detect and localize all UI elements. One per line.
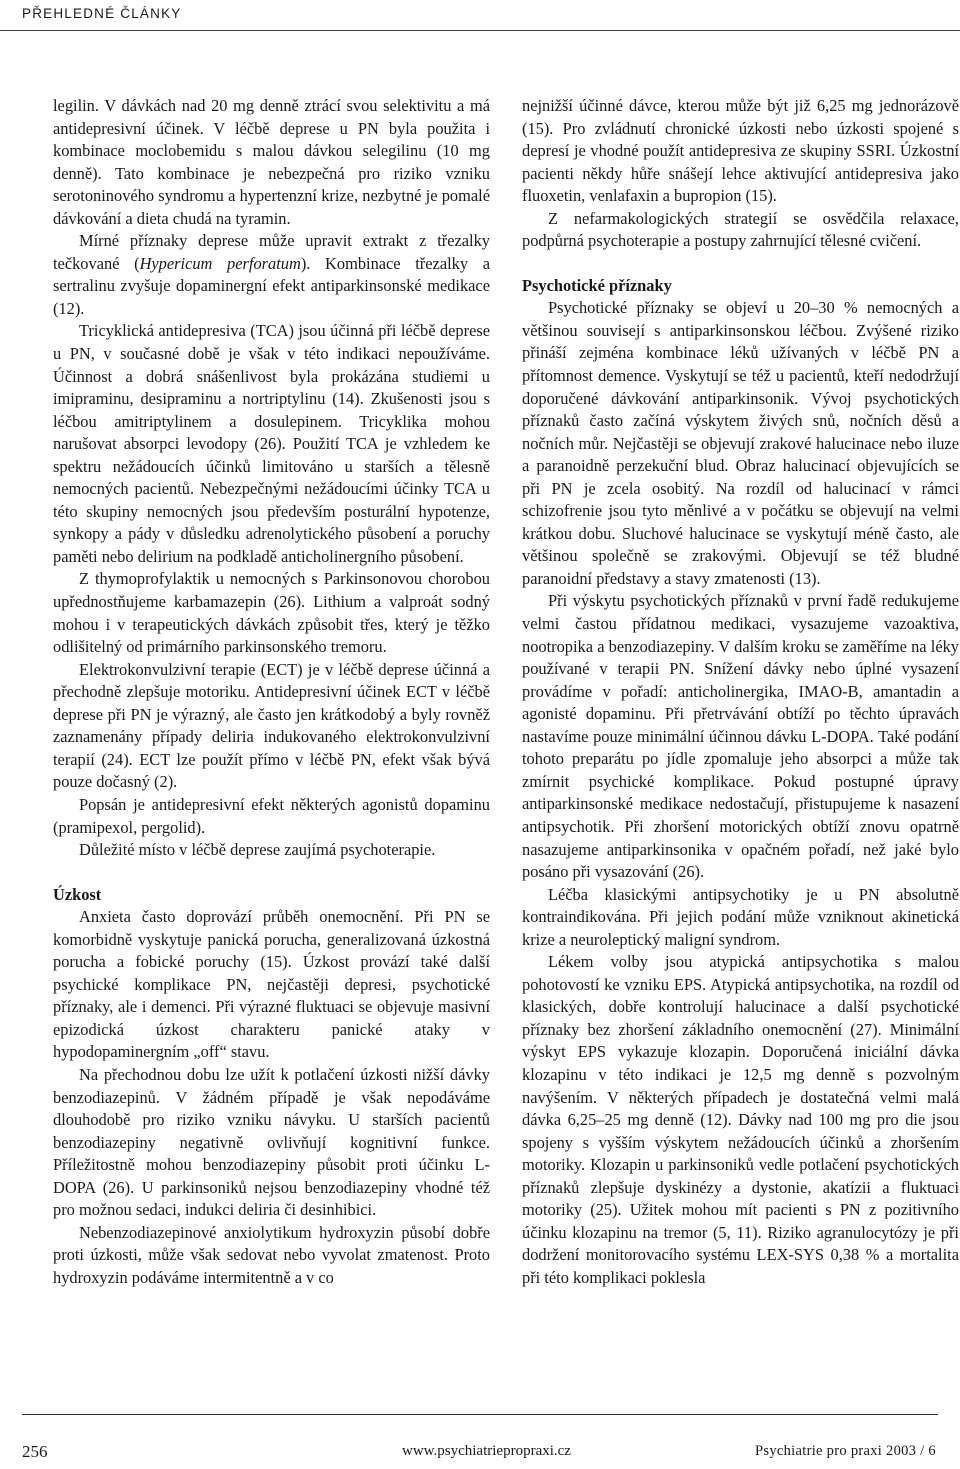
paragraph: Popsán je antidepresivní efekt některých agonistů dopaminu (pramipexol, pergolid).: [53, 794, 490, 837]
paragraph: Léčba klasickými antipsychotiky je u PN absolutně kontraindikována. Při jejich podání může vzniknout akinetická krize a neuroleptický maligní syndrom.: [522, 884, 959, 949]
section-heading-anxiety: Úzkost: [53, 884, 102, 904]
journal-issue: Psychiatrie pro praxi 2003 / 6: [755, 1443, 936, 1459]
paragraph: nejnižší účinné dávce, kterou může být již 6,25 mg jednorázově (15). Pro zvládnutí chronické úzkosti nebo úzkosti spojené s depresí je vhodné použít antidepresiva ze skupiny SSRI. Úzkostní pacienti někdy hůře snášejí lehce aktivující antidepresiva jako fluoxetin, venlafaxin a bupropion (15).: [522, 96, 959, 206]
paragraph: [53, 230, 490, 320]
website-link[interactable]: www.psychiatriepropraxi.cz: [402, 1443, 571, 1459]
footer-divider: [22, 1414, 938, 1415]
paragraph: legilin. V dávkách nad 20 mg denně ztrácí svou selektivitu a má antidepresivní účinek. V léčbě deprese u PN byla použita i kombinace moclobemidu s malou dávkou selegilinu (10 mg denně). Tato kombinace je nebezpečná pro riziko vzniku serotoninového syndromu a hypertenzní krize, nezbytné je pomalé dávkování a dieta chudá na tyramin.: [53, 96, 490, 228]
running-header: [0, 0, 960, 31]
paragraph: Z nefarmakologických strategií se osvědčila relaxace, podpůrná psychoterapie a postupy zahrnující tělesné cvičení.: [522, 208, 959, 251]
italic-term: Hypericum perforatum: [139, 253, 301, 273]
left-column: [53, 95, 490, 1289]
section-label: PŘEHLEDNÉ ČLÁNKY: [22, 6, 182, 21]
paragraph: Na přechodnou dobu lze užít k potlačení úzkosti nižší dávky benzodiazepinů. V žádném případě je však nepodáváme dlouhodobě pro riziko vzniku návyku. U starších pacientů benzodiazepiny negativně ovlivňují kognitivní funkce. Příležitostně mohou benzodiazepiny působit proti účinku L-DOPA (26). U parkinsoniků nejsou benzodiazepiny vhodné též pro možnou sedaci, indukci deliria či desinhibici.: [53, 1064, 490, 1220]
text-run: Mírné příznaky deprese může upravit extrakt z třezalky tečkované (: [53, 231, 490, 273]
paragraph: Tricyklická antidepresiva (TCA) jsou účinná při léčbě deprese u PN, v současné době je však v této indikaci nepoužíváme. Účinnost a dobrá snášenlivost byla prokázána studiemi u imipraminu, desipraminu a nortriptylinu (14). Zkušenosti jsou s léčbou amitriptylinem a dosulepinem. Tricyklika mohou narušovat absorpci levodopy (26). Použití TCA je vzhledem ke spektru nežádoucích účinků limitováno u starších a tělesně nemocných pacientů. Nebezpečnými nežádoucími účinky TCA u této skupiny nemocných jsou především posturální hypotenze, synkopy a pády v důsledku adrenolytického působení a poruchy paměti nebo delirium na podkladě anticholinergního působení.: [53, 321, 490, 566]
paragraph: Elektrokonvulzivní terapie (ECT) je v léčbě deprese účinná a přechodně zlepšuje motoriku. Antidepresivní účinek ECT v léčbě deprese při PN je výrazný, ale často jen krátkodobý a byly rovněž zaznamenány případy deliria indukovaného elektrokonvulzivní terapií (24). ECT lze použít přímo v léčbě PN, efekt však bývá pouze dočasný (2).: [53, 659, 490, 792]
paragraph: Důležité místo v léčbě deprese zaujímá psychoterapie.: [79, 840, 436, 860]
right-column: [522, 95, 959, 1289]
paragraph: Z thymoprofylaktik u nemocných s Parkinsonovou chorobou upřednostňujeme karbamazepin (26). Lithium a valproát sodný mohou i v terapeutických dávkách způsobit třes, který je těžko odlišitelný od primárního parkinsonského tremoru.: [53, 569, 490, 657]
paragraph: Při výskytu psychotických příznaků v první řadě redukujeme velmi častou přídatnou medikaci, vysazujeme vazoaktiva, nootropika a benzodiazepiny. V dalším kroku se zaměříme na léky používané v terapii PN. Snížení dávky nebo úplné vysazení provádíme v pořadí: anticholinergika, IMAO-B, amantadin a agonisté dopaminu. Při přetrvávání obtíží po těchto úpravách nastavíme pouze minimální účinnou dávku L-DOPA. Také podání tohoto preparátu po jídle zpomaluje jeho absorpci a může tak zmírnit psychické komplikace. Pokud postupné úpravy antiparkinsonské medikace nedostačují, přistupujeme k nasazení antipsychotik. Při zhoršení motorických obtíží znovu opatrně nasazujeme antiparkinsonika v opačném pořadí, než jaké bylo posáno při vysazování (26).: [522, 591, 959, 882]
paragraph: Lékem volby jsou atypická antipsychotika s malou pohotovostí ke vzniku EPS. Atypická antipsychotika, na rozdíl od klasických, dobře kontrolují halucinace a další psychotické příznaky bez zhoršení základního onemocnění (27). Minimální výskyt EPS vykazuje klozapin. Doporučená iniciální dávka klozapinu v této indikaci je 12,5 mg denně s pozvolným navýšením. V některých případech je dostatečná velmi malá dávka 6,25–25 mg denně (12). Dávky nad 100 mg pro die jsou spojeny s vyšším výskytem nežádoucích účinků a zhoršením motoriky. Klozapin u parkinsoniků vedle potlačení psychotických příznaků zlepšuje dyskinézy a dystonie, akatízii a fluktuaci motoriky (25). Užitek mohou mít pacienti s PN z pozitivního účinku klozapinu na tremor (5, 11). Riziko agranulocytózy je při dodržení monitorovacího systému LEX-SYS 0,38 % a mortalita při této komplikaci poklesla: [522, 952, 959, 1287]
paragraph: Nebenzodiazepinové anxiolytikum hydroxyzin působí dobře proti úzkosti, může však sedovat nebo vyvolat zmatenost. Proto hydroxyzin podáváme intermitentně a v co: [53, 1222, 490, 1287]
section-heading-psychotic: Psychotické příznaky: [522, 275, 672, 295]
text-run: ). Kombinace třezalky a sertralinu zvyšuje dopaminergní efekt antiparkinsonské medikace (12).: [53, 253, 490, 318]
page-number: 256: [22, 1442, 48, 1461]
paragraph: Psychotické příznaky se objeví u 20–30 % nemocných a většinou souvisejí s antiparkinsonskou léčbou. Zvýšené riziko přináší zejména kombinace léků užívaných v léčbě PN a přítomnost demence. Vyskytují se též u pacientů, kteří nedodržují doporučené dávkování antiparkinsonik. Vývoj psychotických příznaků často začíná výskytem živých snů, nočních děsů a nočních můr. Nejčastěji se objevují zrakové halucinace nebo iluze a paranoidně perzekuční blud. Obraz halucinací objevujících se při PN je zcela osobitý. Na rozdíl od halucinací v rámci schizofrenie jsou tyto měnlivé a v počátku se objevují na velmi krátkou dobu. Sluchové halucinace se vyskytují méně často, ale většinou společně se zrakovými. Objevují se též bludné paranoidní představy a stavy zmatenosti (13).: [522, 298, 959, 588]
paragraph: Anxieta často doprovází průběh onemocnění. Při PN se komorbidně vyskytuje panická porucha, generalizovaná úzkostná porucha a fobické poruchy (15). Úzkost provází také další psychické komplikace PN, nejčastěji depresi, psychotické příznaky, ale i demenci. Při výrazné fluktuaci se objevuje masivní epizodická úzkost charakteru panické ataky v hypodopaminergním „off“ stavu.: [53, 907, 490, 1062]
